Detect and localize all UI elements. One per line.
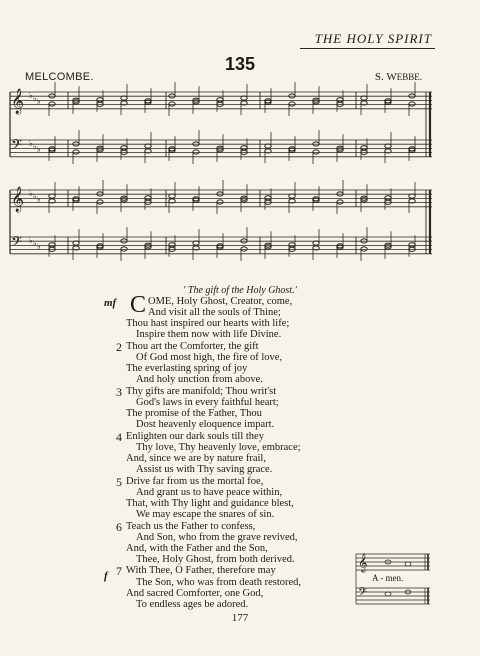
verse-line: With Thee, O Father, therefore may [126,565,276,577]
svg-text:♭: ♭ [33,239,37,248]
verse-line: The promise of the Father, Thou [126,408,262,419]
svg-text:♭: ♭ [37,97,41,106]
drop-capital: C [130,292,147,318]
tune-name: MELCOMBE. [25,71,94,83]
verse-line: Thou hast inspired our hearts with life; [126,318,290,330]
svg-text:𝄞: 𝄞 [358,553,368,572]
verse-line: Assist us with Thy saving grace. [136,464,273,475]
page-number: 177 [231,612,249,624]
svg-text:♭: ♭ [33,192,37,201]
svg-text:𝄢: 𝄢 [11,137,22,157]
verse-line: God's laws in every faithful heart; [136,396,279,408]
verse-line: The everlasting spring of joy [126,363,248,375]
verse-line: And Son, who from the grave revived, [136,531,298,543]
verse-line: And sacred Comforter, one God, [126,587,264,599]
running-head: THE HOLY SPIRIT [314,31,432,46]
svg-text:♭: ♭ [29,189,33,198]
composer-rest: EBBE. [396,72,422,82]
verse-line: Of God most high, the fire of love, [136,352,283,363]
verse-number: 5 [116,474,122,489]
verse-number: 4 [116,429,122,444]
dynamic-f: f [104,570,108,582]
amen-text: A - men. [372,573,404,583]
dynamic-mf: mf [104,297,117,309]
svg-text:♭: ♭ [29,236,33,245]
verse-line: Drive far from us the mortal foe, [126,475,264,487]
verse-line: Enlighten our dark souls till they [126,430,264,442]
verse-line: And holy unction from above. [136,374,263,386]
svg-text:𝄞: 𝄞 [11,187,25,212]
verse-line: Thou art the Comforter, the gift [126,340,259,352]
svg-text:𝄞: 𝄞 [11,89,25,114]
verse-number: 7 [116,564,122,579]
verse-line: And, with the Father and the Son, [126,542,268,554]
verse-line: To endless ages be adored. [136,598,249,610]
verse-line: That, with Thy light and guidance blest, [126,497,294,509]
verse-line: Dost heavenly eloquence impart. [136,419,275,431]
svg-text:♭: ♭ [33,94,37,103]
hymn-number: 135 [224,54,256,74]
verse-line: Thy gifts are manifold; Thou writ'st [126,385,277,397]
staff-lines [10,92,432,254]
verse-number: 3 [116,384,122,399]
verse-line: Teach us the Father to confess, [126,520,256,532]
clefs [11,88,41,254]
svg-text:𝄢: 𝄢 [11,234,22,254]
composer-initial: S. W [374,71,397,83]
svg-text:♭: ♭ [33,142,37,151]
hymn-caption: ' The gift of the Holy Ghost.' [183,285,297,296]
svg-text:♭: ♭ [37,195,41,204]
verse-line: Thy love, Thy heavenly love, embrace; [136,441,301,453]
verse-line: The Son, who was from death restored, [136,576,302,588]
svg-text:𝄢: 𝄢 [358,586,368,602]
verse-line: And, since we are by nature frail, [126,452,266,464]
svg-text:♭: ♭ [37,242,41,251]
verse-line: Inspire them now with life Divine. [136,329,282,341]
verse-line: We may escape the snares of sin. [136,508,275,520]
svg-text:♭: ♭ [29,139,33,148]
verse-line: Thee, Holy Ghost, from both derived. [136,553,295,565]
svg-text:♭: ♭ [29,91,33,100]
svg-text:♭: ♭ [37,145,41,154]
verse-number: 6 [116,519,122,534]
verse-line: And grant us to have peace within, [136,486,283,498]
verse-line: And visit all the souls of Thine; [148,307,281,319]
verse-line: OME, Holy Ghost, Creator, come, [148,296,293,307]
verse-number: 2 [116,339,122,354]
